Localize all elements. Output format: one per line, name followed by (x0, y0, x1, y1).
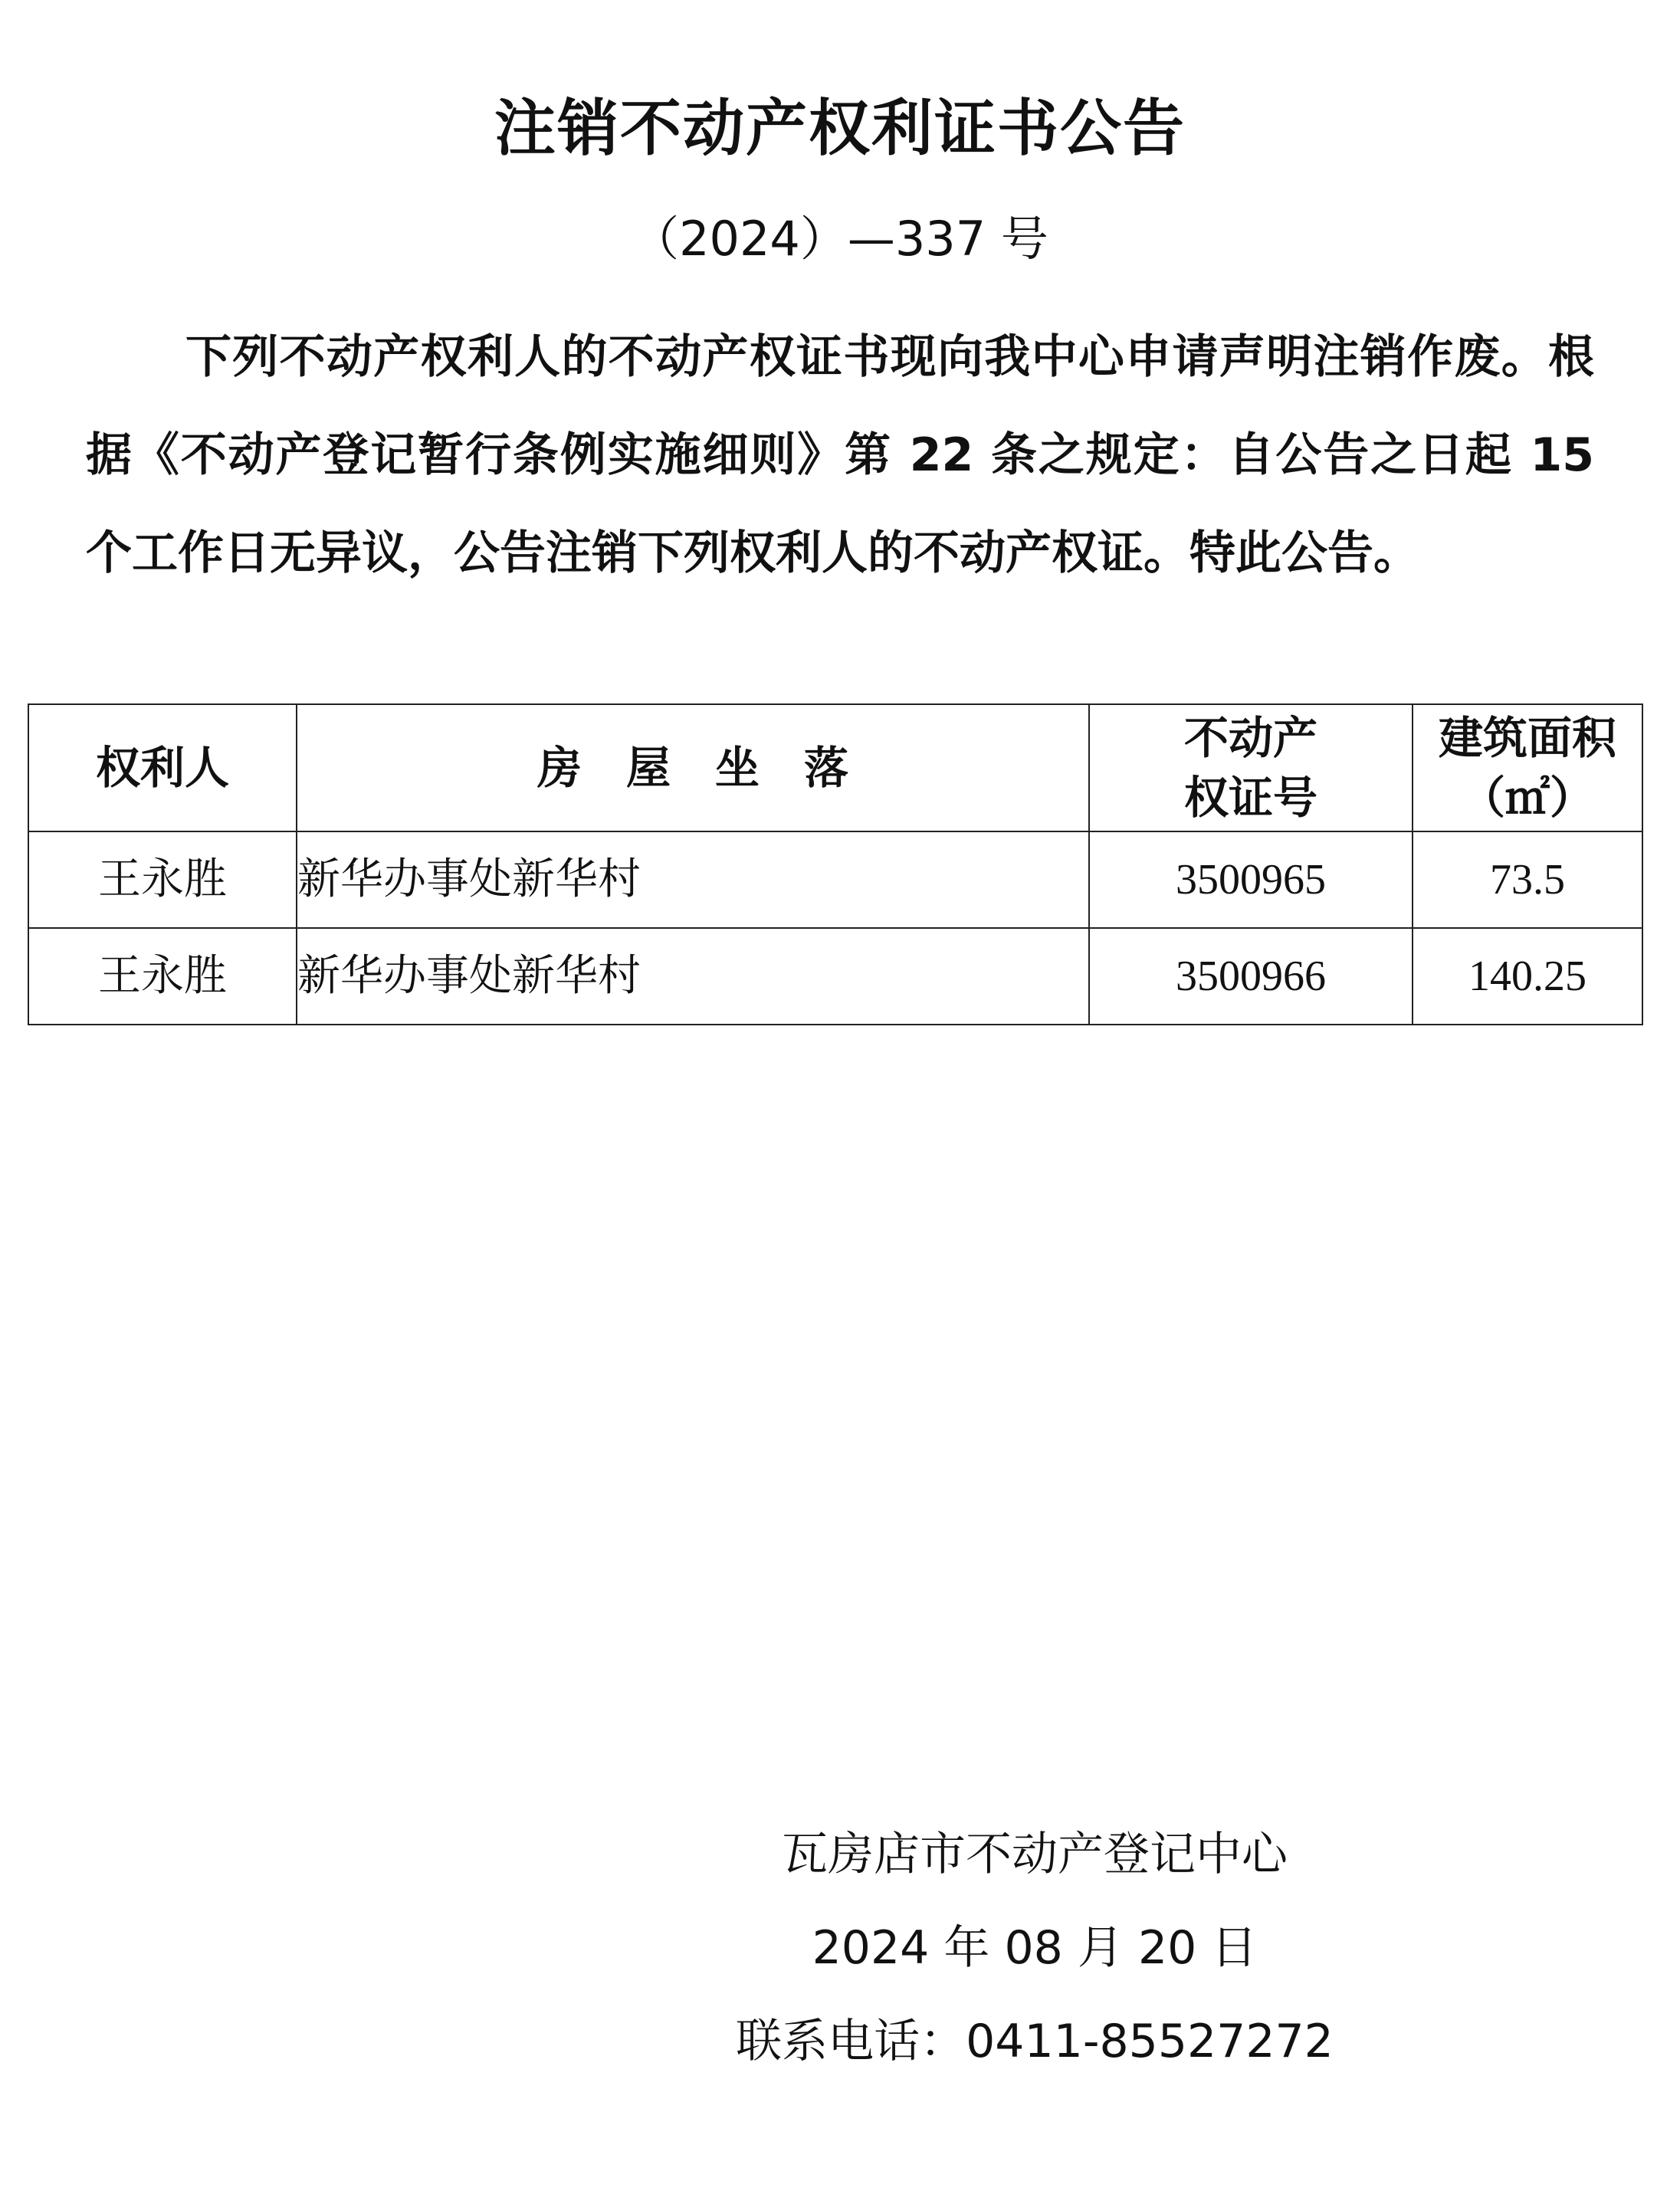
header-cert-line2: 权证号 (1183, 772, 1317, 824)
issue-date: 2024 年 08 月 20 日 (812, 1921, 1258, 1975)
table-header-row (28, 704, 1642, 831)
notice-title: 注销不动产权利证书公告 (494, 93, 1186, 164)
header-area (1413, 704, 1642, 831)
header-owner: 权利人 (28, 704, 297, 831)
cell-owner: 王永胜 (28, 831, 297, 928)
header-address: 房 屋 坐 落 (297, 704, 1089, 831)
table-row (28, 928, 1642, 1025)
header-area-line1: 建筑面积 (1438, 712, 1616, 764)
cell-address: 新华办事处新华村 (297, 831, 1089, 928)
cell-address: 新华办事处新华村 (297, 928, 1089, 1025)
notice-body: 下列不动产权利人的不动产权证书现向我中心申请声明注销作废。根据《不动产登记暂行条例实施细则》第 22 条之规定：自公告之日起 15 个工作日无异议，公告注销下列权利人的不动产权证。特此公告。 (86, 330, 1594, 580)
cell-owner: 王永胜 (28, 928, 297, 1025)
certificate-table (28, 703, 1643, 1025)
header-area-line2: （㎡） (1460, 772, 1594, 824)
document-number: （2024）—337 号 (632, 211, 1048, 267)
cell-cert-number: 3500965 (1089, 831, 1413, 928)
issuing-organization: 瓦房店市不动产登记中心 (782, 1828, 1288, 1881)
cell-cert-number: 3500966 (1089, 928, 1413, 1025)
table-row (28, 831, 1642, 928)
cell-area: 140.25 (1413, 928, 1642, 1025)
header-cert-line1: 不动产 (1183, 712, 1317, 764)
cell-area: 73.5 (1413, 831, 1642, 928)
header-cert-number (1089, 704, 1413, 831)
contact-phone: 联系电话：0411-85527272 (736, 2015, 1334, 2068)
